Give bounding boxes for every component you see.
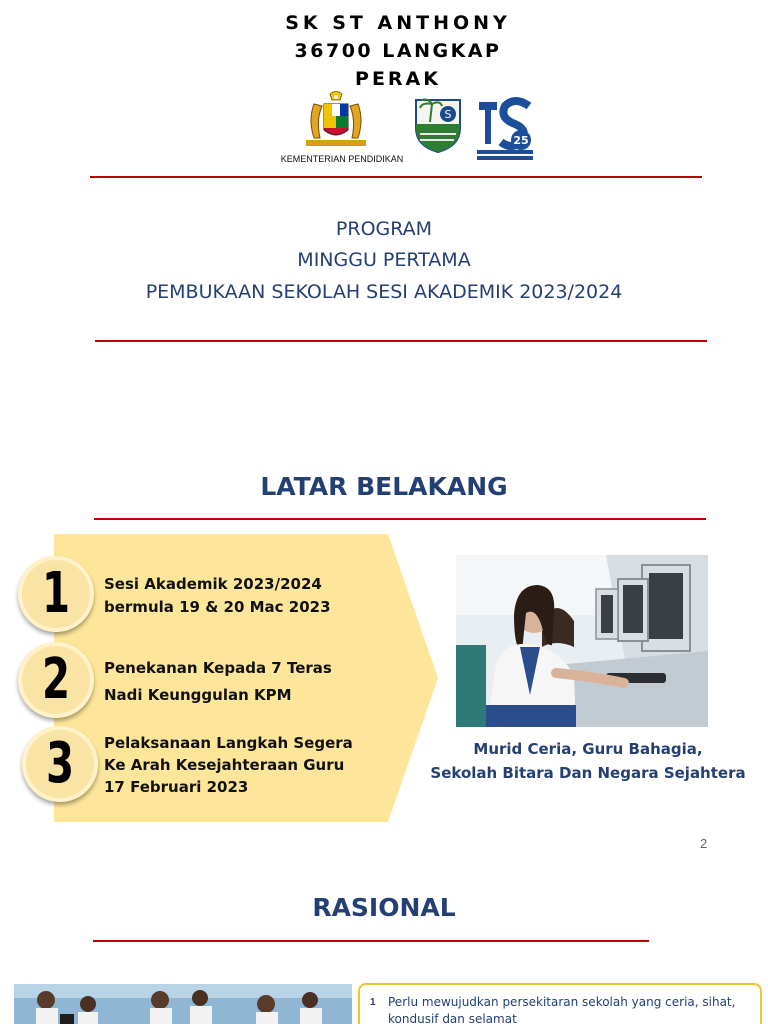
point-1-line-2: bermula 19 & 20 Mac 2023 xyxy=(104,598,331,616)
point-1-number: 1 xyxy=(41,561,71,626)
point-1-line-1: Sesi Akademik 2023/2024 xyxy=(104,575,322,593)
point-3-text xyxy=(104,732,353,798)
point-2-text xyxy=(104,655,332,709)
program-divider xyxy=(95,340,707,342)
school-postcode-town: 36700 LANGKAP xyxy=(294,40,502,62)
point-2-badge xyxy=(18,642,94,718)
rasional-item-1-line-2: kondusif dan selamat xyxy=(388,1012,517,1024)
point-2-line-2: Nadi Keunggulan KPM xyxy=(104,686,292,704)
point-3-line-1: Pelaksanaan Langkah Segera xyxy=(104,734,353,752)
point-3-badge xyxy=(22,726,98,802)
photo-caption-line-2: Sekolah Bitara Dan Negara Sejahtera xyxy=(430,764,746,782)
classroom-photo xyxy=(14,984,352,1024)
point-1-badge xyxy=(18,556,94,632)
school-state: PERAK xyxy=(355,68,441,90)
school-crest-icon xyxy=(410,94,466,154)
svg-text:S: S xyxy=(444,108,452,121)
school-name: SK ST ANTHONY xyxy=(285,12,511,34)
point-2-number: 2 xyxy=(41,647,71,712)
point-3-line-2: Ke Arah Kesejahteraan Guru xyxy=(104,756,345,774)
point-3-line-3: 17 Februari 2023 xyxy=(104,778,249,796)
program-label: PROGRAM xyxy=(335,218,433,240)
rasional-item-1 xyxy=(358,983,762,1024)
ministry-label: KEMENTERIAN PENDIDIKAN xyxy=(280,154,404,164)
malaysia-crest-icon xyxy=(300,90,372,152)
latar-belakang-title: LATAR BELAKANG xyxy=(260,472,508,501)
svg-text:25: 25 xyxy=(513,134,529,147)
point-3-number: 3 xyxy=(45,731,75,796)
point-2-line-1: Penekanan Kepada 7 Teras xyxy=(104,659,332,677)
point-1-text xyxy=(104,573,331,619)
rasional-item-1-line-1: Perlu mewujudkan persekitaran sekolah yang ceria, sihat, xyxy=(388,995,736,1009)
program-week: MINGGU PERTAMA xyxy=(297,249,471,271)
header-divider xyxy=(90,176,702,178)
rasional-divider xyxy=(93,940,649,942)
page-number: 2 xyxy=(700,836,708,851)
program-session: PEMBUKAAN SEKOLAH SESI AKADEMIK 2023/2024 xyxy=(145,281,623,303)
rasional-item-1-text xyxy=(388,994,760,1024)
photo-caption-line-1: Murid Ceria, Guru Bahagia, xyxy=(473,740,703,758)
ts25-logo-icon xyxy=(471,92,539,164)
latar-belakang-divider xyxy=(94,518,706,520)
students-computer-photo xyxy=(456,555,708,727)
rasional-item-1-number: 1 xyxy=(370,997,376,1008)
rasional-title: RASIONAL xyxy=(312,893,456,922)
